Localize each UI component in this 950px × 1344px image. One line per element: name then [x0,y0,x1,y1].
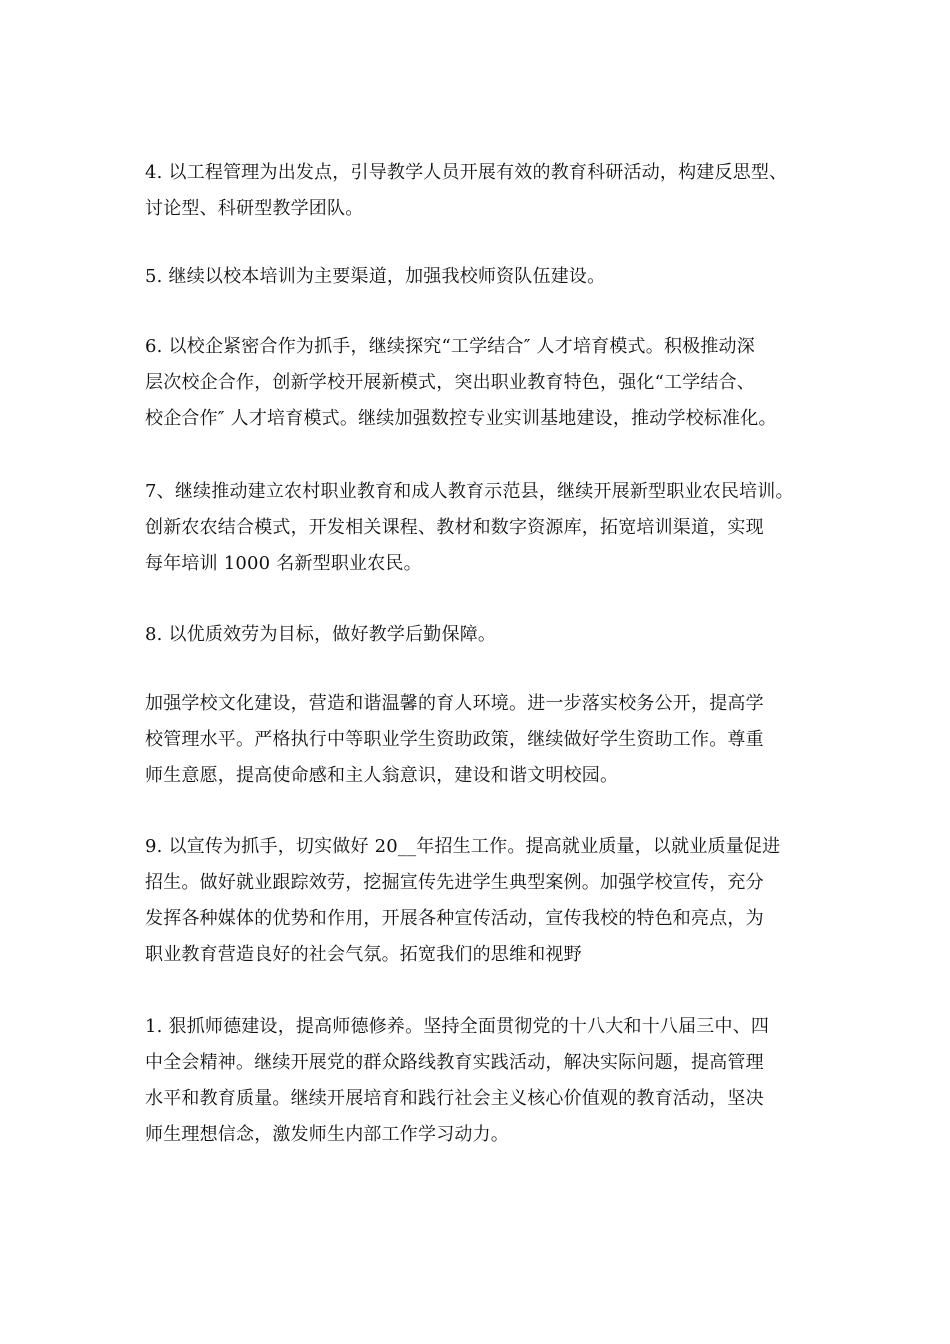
paragraph-culture [145,686,825,794]
paragraph-item-7 [145,474,825,582]
paragraph-item-4 [145,155,825,227]
text-line: 中全会精神。继续开展党的群众路线教育实践活动，解决实际问题，提高管理 [145,1052,764,1073]
text-line: 校企合作″ 人才培育模式。继续加强数控专业实训基地建设，推动学校标准化。 [145,408,777,429]
text-line: 1. 狠抓师德建设，提高师德修养。坚持全面贯彻党的十八大和十八届三中、四 [145,1016,770,1037]
text-line: 每年培训 1000 名新型职业农民。 [145,553,422,574]
paragraph-item-6 [145,329,825,437]
text-line: 发挥各种媒体的优势和作用，开展各种宣传活动，宣传我校的特色和亮点，为 [145,908,764,929]
text-line: 9. 以宣传为抓手，切实做好 20__年招生工作。提高就业质量，以就业质量促进 [145,836,781,857]
text-line: 层次校企合作，创新学校开展新模式，突出职业教育特色，强化“工学结合、 [145,372,755,393]
text-line: 水平和教育质量。继续开展培育和践行社会主义核心价值观的教育活动，坚决 [145,1088,764,1109]
text-line: 师生理想信念，激发师生内部工作学习动力。 [145,1124,509,1145]
paragraph-item-8 [145,617,825,653]
text-line: 4. 以工程管理为出发点，引导教学人员开展有效的教育科研活动，构建反思型、 [145,162,788,183]
text-line: 5. 继续以校本培训为主要渠道，加强我校师资队伍建设。 [145,266,606,287]
paragraph-item-9 [145,829,825,973]
text-line: 招生。做好就业跟踪效劳，挖掘宣传先进学生典型案例。加强学校宣传，充分 [145,872,764,893]
text-line: 师生意愿，提高使命感和主人翁意识，建设和谐文明校园。 [145,765,619,786]
text-line: 8. 以优质效劳为目标，做好教学后勤保障。 [145,624,497,645]
paragraph-item-5 [145,259,825,295]
text-line: 7、继续推动建立农村职业教育和成人教育示范县，继续开展新型职业农民培训。 [145,481,794,502]
text-line: 加强学校文化建设，营造和谐温馨的育人环境。进一步落实校务公开，提高学 [145,693,764,714]
text-line: 讨论型、科研型教学团队。 [145,198,364,219]
paragraph-item-1 [145,1009,825,1153]
text-line: 职业教育营造良好的社会气氛。拓宽我们的思维和视野 [145,944,582,965]
text-line: 创新农农结合模式，开发相关课程、教材和数字资源库，拓宽培训渠道，实现 [145,517,764,538]
text-line: 校管理水平。严格执行中等职业学生资助政策，继续做好学生资助工作。尊重 [145,729,764,750]
text-line: 6. 以校企紧密合作为抓手，继续探究“工学结合″ 人才培育模式。积极推动深 [145,336,755,357]
